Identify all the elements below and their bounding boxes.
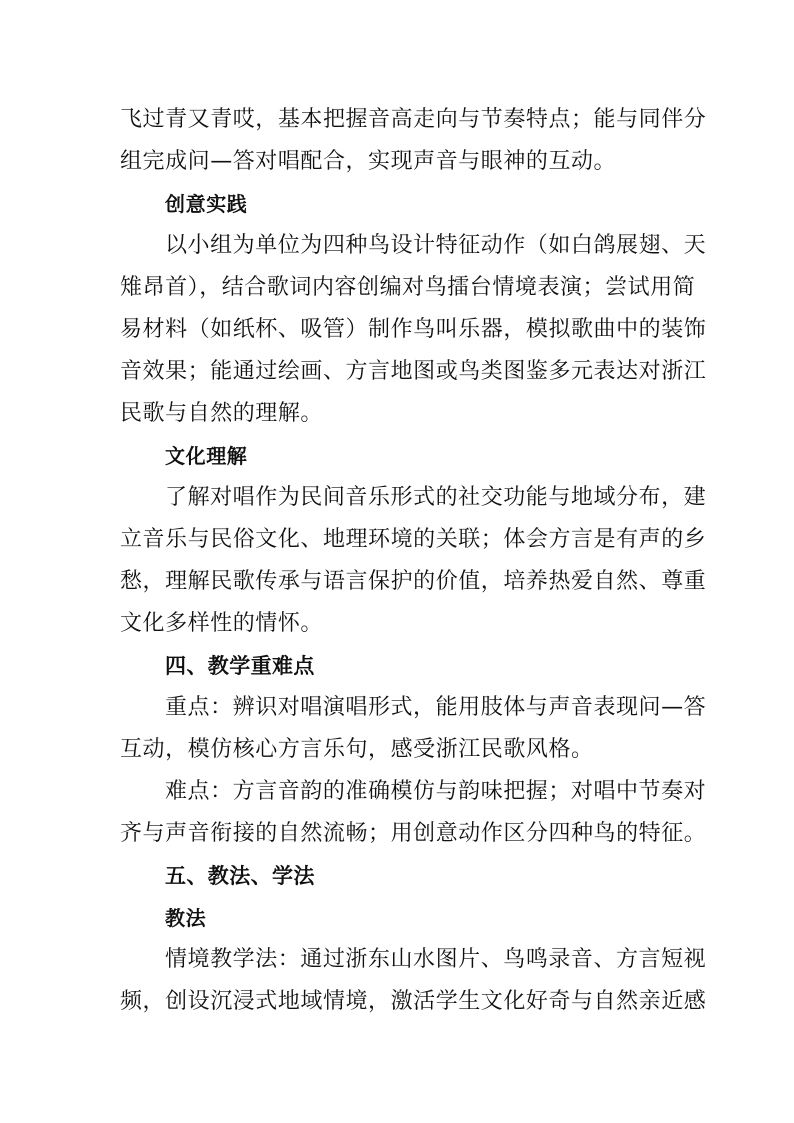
body-text-line: 立音乐与民俗文化、地理环境的关联；体会方言是有声的乡 xyxy=(120,527,707,552)
body-text-line: 易材料（如纸杯、吸管）制作鸟叫乐器，模拟歌曲中的装饰 xyxy=(120,317,707,342)
body-text-line: 愁，理解民歌传承与语言保护的价值，培养热爱自然、尊重 xyxy=(120,569,707,594)
body-text-line: 重点：辨识对唱演唱形式，能用肢体与声音表现问—答 xyxy=(165,695,707,720)
body-text-line: 组完成问—答对唱配合，实现声音与眼神的互动。 xyxy=(120,149,617,174)
section-heading-methods: 五、教法、学法 xyxy=(165,864,315,888)
body-text-line: 雉昂首），结合歌词内容创编对鸟擂台情境表演；尝试用简 xyxy=(120,275,696,300)
subheading-teaching-method: 教法 xyxy=(165,906,207,930)
body-text-line: 文化多样性的情怀。 xyxy=(120,611,323,636)
body-text-line: 音效果；能通过绘画、方言地图或鸟类图鉴多元表达对浙江 xyxy=(120,359,707,384)
body-text-line: 民歌与自然的理解。 xyxy=(120,401,323,426)
body-text-line: 情境教学法：通过浙东山水图片、鸟鸣录音、方言短视 xyxy=(165,947,707,972)
body-text-line: 互动，模仿核心方言乐句，感受浙江民歌风格。 xyxy=(120,737,594,762)
body-text-line: 飞过青又青哎，基本把握音高走向与节奏特点；能与同伴分 xyxy=(120,107,707,132)
subheading-creative-practice: 创意实践 xyxy=(165,192,248,216)
section-heading-teaching-focus: 四、教学重难点 xyxy=(165,654,315,678)
body-text-line: 难点：方言音韵的准确模仿与韵味把握；对唱中节奏对 xyxy=(165,779,707,804)
subheading-cultural-understanding: 文化理解 xyxy=(165,444,248,468)
body-text-line: 了解对唱作为民间音乐形式的社交功能与地域分布，建 xyxy=(165,485,707,510)
body-text-line: 齐与声音衔接的自然流畅；用创意动作区分四种鸟的特征。 xyxy=(120,821,707,846)
body-text-line: 频，创设沉浸式地域情境，激活学生文化好奇与自然亲近感 xyxy=(120,989,707,1014)
body-text-line: 以小组为单位为四种鸟设计特征动作（如白鸽展翅、天 xyxy=(165,233,707,258)
